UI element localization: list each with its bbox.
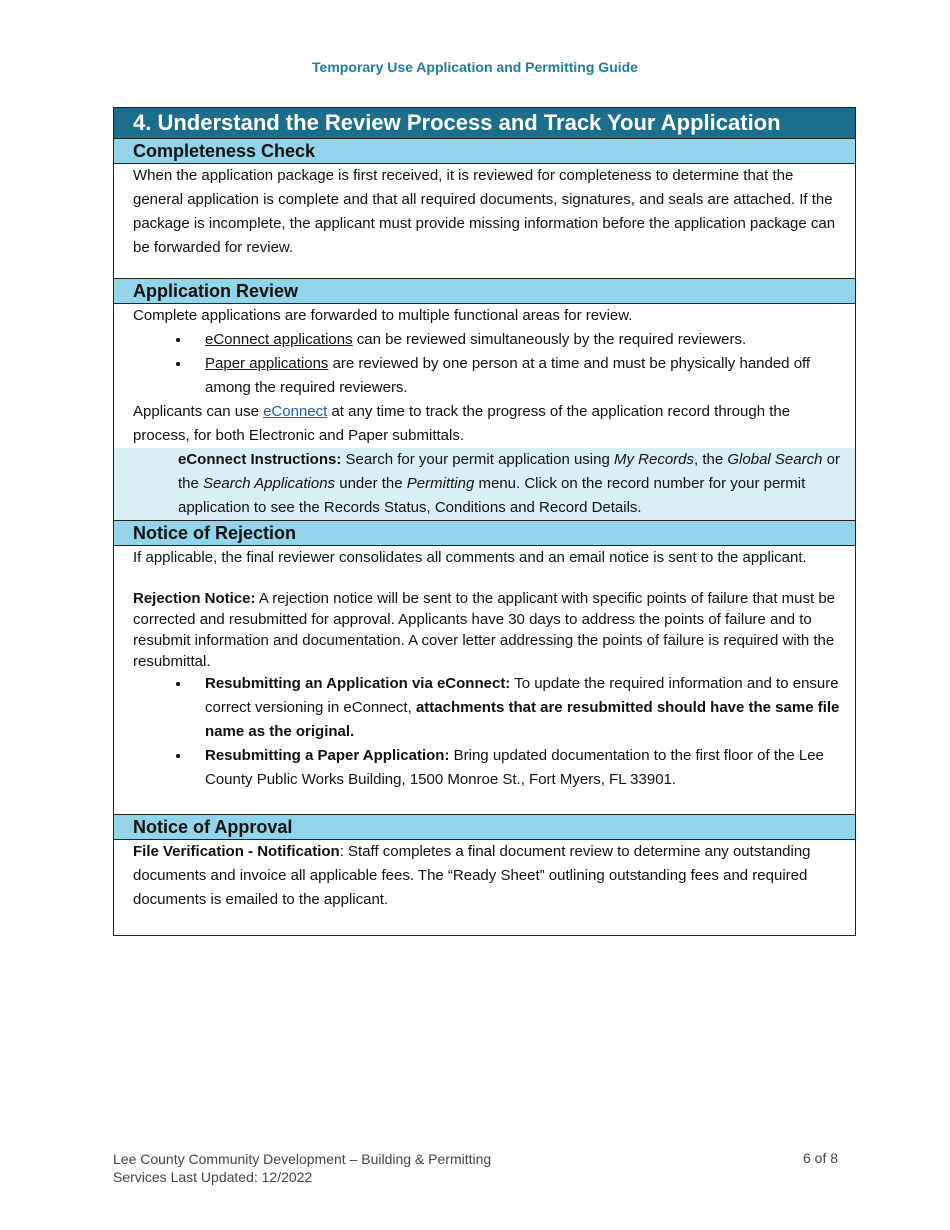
bullet-bold-tail: attachments that are resubmitted should have the same file name as the original. bbox=[205, 699, 840, 740]
review-body bbox=[114, 304, 855, 520]
instructions-text: menu. Click on the record number for your permit application to see the Records Status, Conditions and Record Details. bbox=[178, 475, 806, 516]
footer-line-2: Services Last Updated: 12/2022 bbox=[113, 1169, 313, 1185]
bullet-label: Resubmitting a Paper Application: bbox=[205, 747, 450, 764]
bullet-text: are reviewed by one person at a time and must be physically handed off among the required reviewers. bbox=[205, 355, 811, 396]
approval-heading: Notice of Approval bbox=[114, 814, 855, 840]
rejection-bullet-list bbox=[133, 672, 841, 792]
global-search-term: Global Search bbox=[727, 451, 823, 468]
list-item bbox=[191, 328, 841, 352]
rejection-notice bbox=[133, 588, 841, 672]
review-intro: Complete applications are forwarded to multiple functional areas for review. bbox=[133, 307, 633, 324]
instructions-text: , the bbox=[694, 451, 728, 468]
footer-line-1: Lee County Community Development – Building & Permitting bbox=[113, 1151, 492, 1167]
instructions-text: under the bbox=[335, 475, 407, 492]
rejection-body bbox=[114, 546, 855, 814]
track-text bbox=[133, 400, 841, 448]
review-bullet-list bbox=[133, 328, 841, 400]
rejection-notice-text: A rejection notice will be sent to the applicant with specific points of failure that must be corrected and resubmitted for approval. Applicants have 30 days to address the points of failure and to resubmit information and documentation. A cover letter addressing the points of failure is required with the resubmittal. bbox=[133, 590, 836, 670]
my-records-term: My Records bbox=[614, 451, 695, 468]
approval-body bbox=[114, 840, 855, 935]
rejection-intro: If applicable, the final reviewer consolidates all comments and an email notice is sent to the applicant. bbox=[133, 549, 807, 566]
instructions-text: or the bbox=[178, 451, 840, 492]
completeness-body bbox=[114, 164, 855, 278]
list-item bbox=[191, 672, 841, 744]
bullet-text: Bring updated documentation to the first floor of the Lee County Public Works Building, 1500 Monroe St., Fort Myers, FL 33901. bbox=[205, 747, 824, 788]
search-applications-term: Search Applications bbox=[203, 475, 336, 492]
review-heading: Application Review bbox=[114, 278, 855, 304]
econnect-instructions bbox=[114, 448, 855, 520]
document-header-title: Temporary Use Application and Permitting Guide bbox=[312, 59, 638, 75]
track-pre: Applicants can use bbox=[133, 403, 264, 420]
instructions-label: eConnect Instructions: bbox=[178, 451, 342, 468]
bullet-text: can be reviewed simultaneously by the required reviewers. bbox=[352, 331, 747, 348]
bullet-label: eConnect applications bbox=[205, 331, 353, 348]
rejection-heading: Notice of Rejection bbox=[114, 520, 855, 546]
instructions-text: Search for your permit application using bbox=[341, 451, 614, 468]
section-title: 4. Understand the Review Process and Track Your Application bbox=[114, 108, 855, 138]
process-table bbox=[113, 107, 856, 936]
page-footer bbox=[113, 1150, 491, 1186]
econnect-link[interactable]: eConnect bbox=[263, 403, 328, 420]
approval-label: File Verification - Notification bbox=[133, 843, 340, 860]
page-number: 6 of 8 bbox=[803, 1150, 839, 1166]
list-item bbox=[191, 352, 841, 400]
bullet-label: Paper applications bbox=[205, 355, 329, 372]
list-item bbox=[191, 744, 841, 792]
bullet-label: Resubmitting an Application via eConnect: bbox=[205, 675, 511, 692]
rejection-notice-label: Rejection Notice: bbox=[133, 590, 256, 607]
approval-text bbox=[133, 840, 841, 912]
completeness-text: When the application package is first received, it is reviewed for completeness to determine that the general application is complete and that all required documents, signatures, and seals are attached. If the package is incomplete, the applicant must provide missing information before the application package can be forwarded for review. bbox=[133, 167, 836, 256]
approval-detail: : Staff completes a final document review to determine any outstanding documents and invoice all applicable fees. The “Ready Sheet” outlining outstanding fees and required documents is emailed to the applicant. bbox=[133, 843, 811, 908]
completeness-heading: Completeness Check bbox=[114, 138, 855, 164]
bullet-text: To update the required information and to ensure correct versioning in eConnect, bbox=[205, 675, 839, 716]
track-post: at any time to track the progress of the application record through the process, for both Electronic and Paper submittals. bbox=[133, 403, 791, 444]
permitting-term: Permitting bbox=[406, 475, 475, 492]
